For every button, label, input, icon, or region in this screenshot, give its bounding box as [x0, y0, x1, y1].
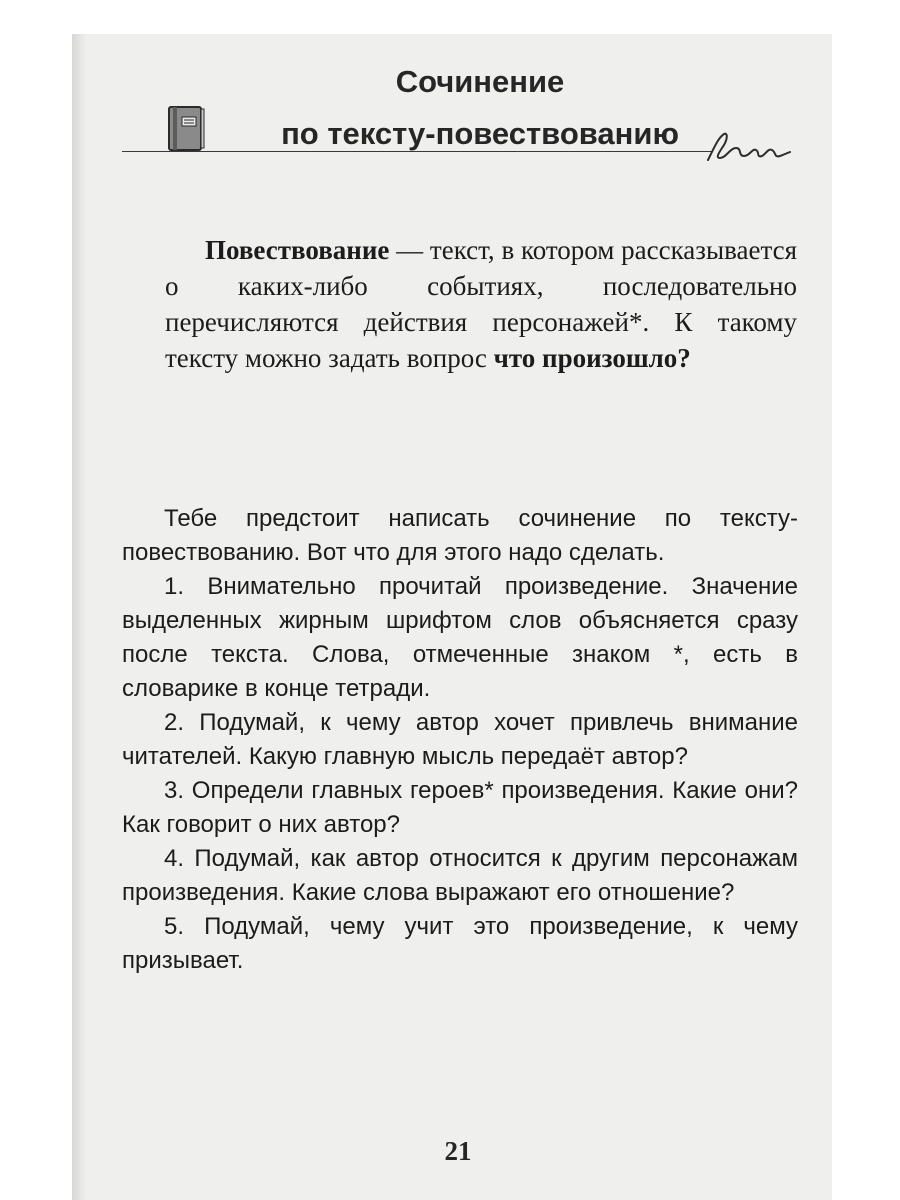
definition-block: [165, 232, 797, 376]
page-gutter-shadow: [72, 34, 86, 1200]
title-underline: [122, 151, 712, 152]
page-title: [180, 56, 780, 160]
instructions-block: [122, 502, 798, 978]
page-title-line-1: Сочинение: [395, 64, 565, 99]
instructions-intro: Тебе предстоит написать сочинение по тексту-повествованию. Вот что для этого надо сделать.: [122, 505, 798, 566]
instruction-step-4: 4. Подумай, как автор относится к другим персонажам произведения. Какие слова выражают его отношение?: [122, 845, 798, 906]
instruction-step-2: 2. Подумай, к чему автор хочет привлечь внимание читателей. Какую главную мысль передаёт автор?: [122, 709, 798, 770]
definition-paragraph: [165, 232, 797, 376]
page-title-line-2: по тексту-повествованию: [281, 116, 679, 151]
definition-body: — текст, в котором рассказывается о каких-либо событиях, последовательно перечисляются действия персонажей*. К такому тексту можно задать вопрос: [165, 235, 797, 373]
instruction-step-5: 5. Подумай, чему учит это произведение, к чему призывает.: [122, 913, 798, 974]
definition-term: Повествование: [205, 235, 390, 265]
handwriting-icon: [704, 128, 792, 168]
page-number: 21: [444, 1136, 472, 1166]
instructions-steps: [122, 570, 798, 978]
instruction-step-3: 3. Определи главных героев* произведения. Какие они? Как говорит о них автор?: [122, 777, 798, 838]
instruction-step-1: 1. Внимательно прочитай произведение. Значение выделенных жирным шрифтом слов объясняется сразу после текста. Слова, отмеченные знаком *, есть в словарике в конце тетради.: [122, 573, 798, 702]
definition-question: что произошло?: [493, 343, 691, 373]
